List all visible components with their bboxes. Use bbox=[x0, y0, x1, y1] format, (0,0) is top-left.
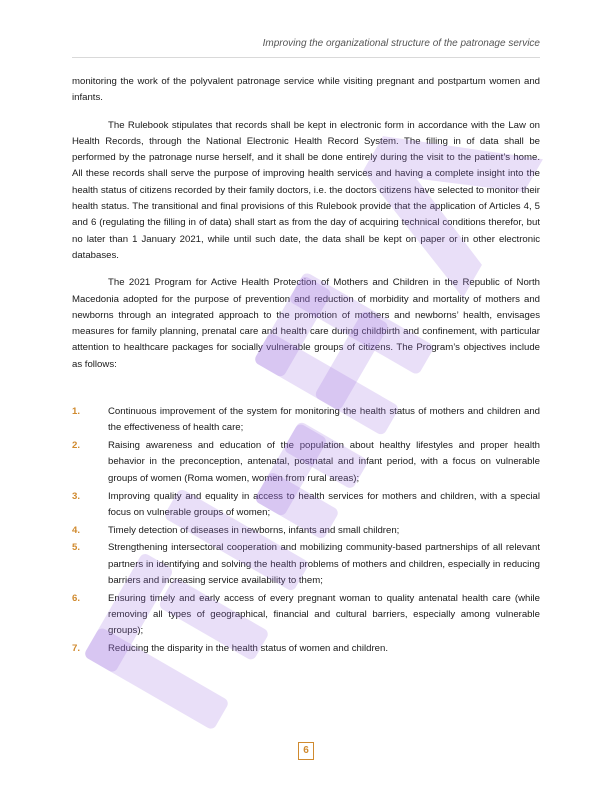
list-text: Timely detection of diseases in newborns, infants and small children; bbox=[108, 524, 400, 536]
list-text: Reducing the disparity in the health status of women and children. bbox=[108, 643, 388, 655]
paragraph-program: The 2021 Program for Active Health Protection of Mothers and Children in the Republic of North Macedonia adopted for the purpose of prevention and reduction of morbidity and mortality of mothers and newborns through an integrated approach to the promotion of mothers and newborns’ health, envisages measures for family planning, prenatal care and health care during childbirth and confinement, with particular attention to healthcare packages for socially vulnerable groups of citizens. The Program’s objectives include as follows: bbox=[72, 277, 540, 370]
page-number: 6 bbox=[298, 742, 314, 760]
list-text: Improving quality and equality in access to health services for mothers and children, with a special focus on vulnerable groups of women; bbox=[108, 490, 540, 518]
list-text: Raising awareness and education of the population about healthy lifestyles and proper health behavior in the preconception, antenatal, postnatal and infant period, with a focus on vulnerable groups of women (Roma women, women from rural areas); bbox=[108, 440, 540, 484]
paragraph-rulebook: The Rulebook stipulates that records shall be kept in electronic form in accordance with the Law on Health Records, through the National Electronic Health Record System. The filling in of data shall be performed by the patronage nurse herself, and it shall be done entirely during the visit to the patient’s home. All these records shall serve the purpose of improving health services and having a complete insight into the health status of citizens recorded by their family doctors, i.e. the doctors citizens have selected to monitor their health status. The transitional and final provisions of this Rulebook provide that the application of Articles 4, 5 and 6 (regulating the filling in of data) shall start as from the day of acquiring technical conditions therefor, but no later than 1 January 2021, while until such date, the data shall be kept on paper or in other electronic databases. bbox=[72, 119, 540, 261]
list-number: 7. bbox=[72, 643, 81, 655]
objectives-list bbox=[72, 404, 540, 657]
list-item bbox=[72, 591, 540, 640]
list-number: 5. bbox=[72, 542, 81, 554]
list-number: 3. bbox=[72, 490, 81, 502]
running-header: Improving the organizational structure of the patronage service bbox=[262, 38, 540, 49]
list-text: Ensuring timely and early access of every pregnant woman to quality antenatal health care (while removing all types of geographical, financial and cultural barriers, especially among vulnerable groups); bbox=[108, 592, 540, 637]
list-item bbox=[72, 641, 540, 657]
paragraph-continuation: monitoring the work of the polyvalent patronage service while visiting pregnant and postpartum women and infants. bbox=[72, 76, 540, 104]
header-divider bbox=[72, 57, 540, 58]
list-item bbox=[72, 523, 540, 539]
list-number: 6. bbox=[72, 592, 81, 604]
list-number: 1. bbox=[72, 406, 81, 418]
list-text: Strengthening intersectoral cooperation and mobilizing community-based partnerships of all relevant partners in identifying and solving the health problems of mothers and children, especially in reducing barriers and increasing service availability to them; bbox=[108, 542, 540, 587]
list-item bbox=[72, 489, 540, 522]
list-text: Continuous improvement of the system for monitoring the health status of mothers and children and the effectiveness of health care; bbox=[108, 406, 540, 434]
list-item bbox=[72, 438, 540, 487]
list-item bbox=[72, 540, 540, 589]
list-number: 2. bbox=[72, 440, 81, 452]
list-item bbox=[72, 404, 540, 437]
page-body bbox=[72, 74, 540, 659]
list-number: 4. bbox=[72, 524, 81, 536]
